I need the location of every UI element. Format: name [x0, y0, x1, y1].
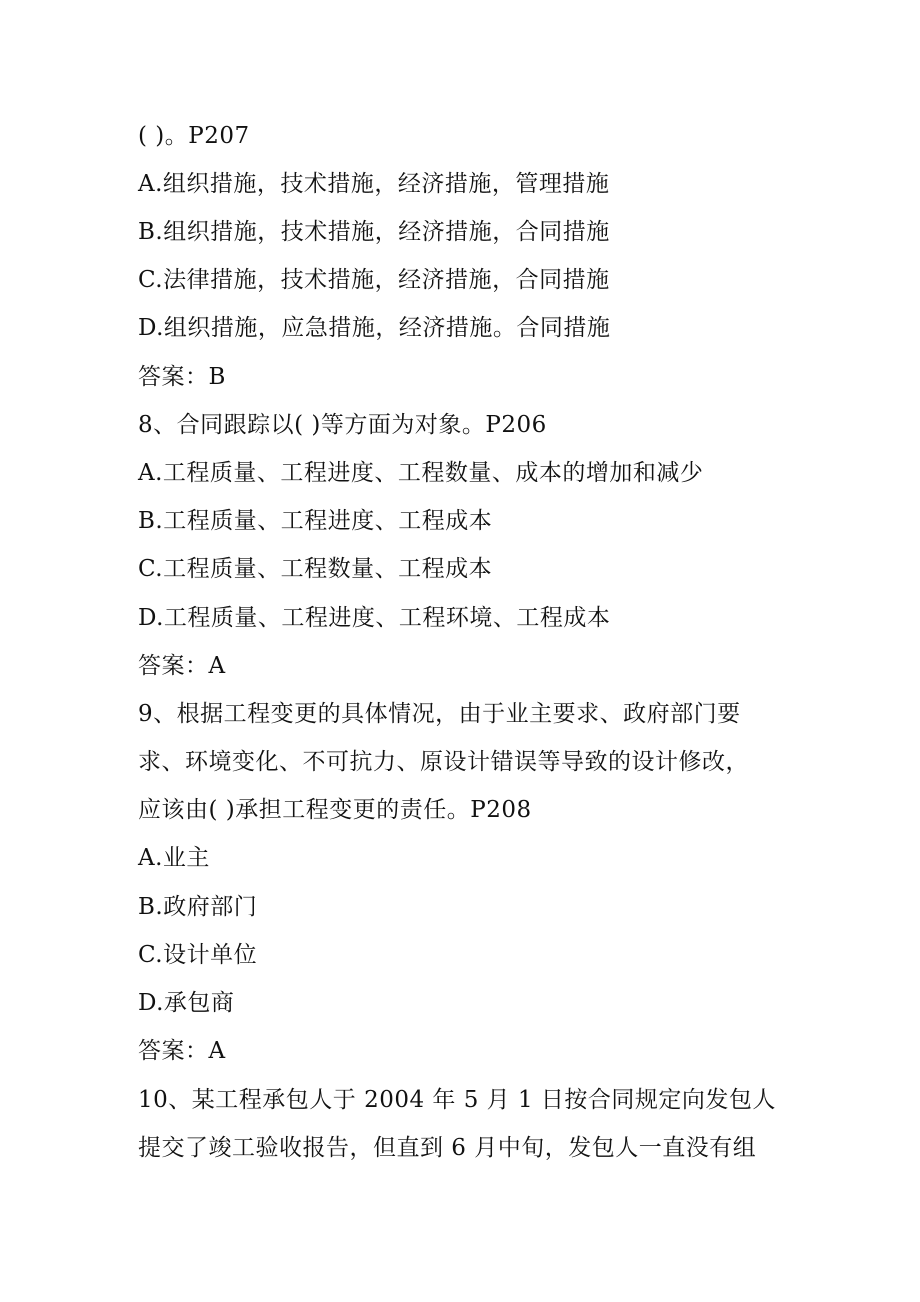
question-8-option-d: D.工程质量、工程进度、工程环境、工程成本: [138, 605, 611, 631]
question-8-stem: 8、合同跟踪以( )等方面为对象。P206: [138, 412, 547, 438]
question-9-stem-line-2: 求、环境变化、不可抗力、原设计错误等导致的设计修改，: [138, 749, 749, 775]
question-7-option-d: D.组织措施，应急措施，经济措施。合同措施: [138, 315, 611, 341]
question-9-option-d: D.承包商: [138, 990, 235, 1016]
question-9-answer: 答案：A: [138, 1038, 226, 1064]
question-8-option-b: B.工程质量、工程进度、工程成本: [138, 508, 493, 534]
question-10-stem-line-1: 10、某工程承包人于 2004 年 5 月 1 日按合同规定向发包人: [138, 1087, 776, 1113]
question-8-option-a: A.工程质量、工程进度、工程数量、成本的增加和减少: [138, 460, 704, 486]
question-7-option-c: C.法律措施，技术措施，经济措施，合同措施: [138, 267, 610, 293]
question-8-answer: 答案：A: [138, 653, 226, 679]
question-7-answer: 答案：B: [138, 364, 226, 390]
question-7-option-a: A.组织措施，技术措施，经济措施，管理措施: [138, 171, 610, 197]
question-8-option-c: C.工程质量、工程数量、工程成本: [138, 556, 493, 582]
question-9-stem-line-1: 9、根据工程变更的具体情况，由于业主要求、政府部门要: [138, 701, 741, 727]
question-9-stem-line-3: 应该由( )承担工程变更的责任。P208: [138, 797, 532, 823]
question-7-stem-end: ( )。P207: [138, 123, 250, 149]
question-7-option-b: B.组织措施，技术措施，经济措施，合同措施: [138, 219, 610, 245]
question-10-stem-line-2: 提交了竣工验收报告，但直到 6 月中旬，发包人一直没有组: [138, 1135, 757, 1161]
question-9-option-a: A.业主: [138, 845, 210, 871]
question-9-option-c: C.设计单位: [138, 942, 258, 968]
question-9-option-b: B.政府部门: [138, 894, 258, 920]
